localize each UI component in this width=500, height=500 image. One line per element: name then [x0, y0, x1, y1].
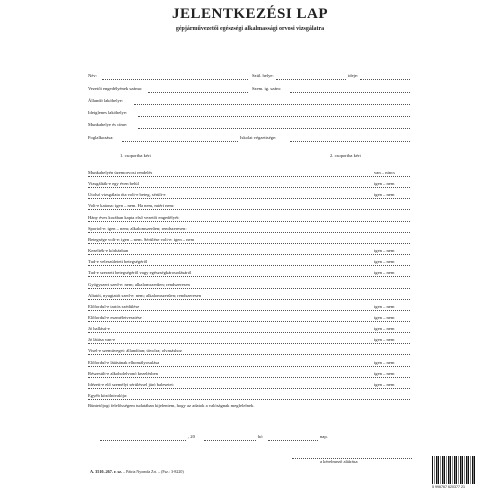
question-label: Előfordul-e látásának elhomályosulása: [88, 359, 160, 365]
question-answer-line[interactable]: [88, 399, 410, 400]
question-label: Hány éves korában kapta első vezetői engedélyét:: [88, 214, 180, 220]
question-answer-options[interactable]: igen – nem: [374, 381, 395, 387]
group2-option[interactable]: 2. csoportba kéri: [330, 153, 361, 158]
question-label: Kezelték-e kórházban: [88, 248, 129, 254]
question-answer-options[interactable]: igen – nem: [374, 326, 395, 332]
id-number-label: Szem. ig. szám:: [252, 86, 282, 91]
question-answer-line[interactable]: [88, 310, 410, 311]
signature-label: a kérelmező aláírása: [320, 459, 358, 464]
place-field[interactable]: [100, 440, 186, 441]
question-label: Visel-e szemüveget: állandóan; távolra; olvasáshoz: [88, 348, 182, 354]
question-answer-line[interactable]: [88, 254, 410, 255]
question-answer-line[interactable]: [88, 176, 410, 177]
question-answer-options[interactable]: igen – nem: [374, 370, 395, 376]
permanent-address-field[interactable]: [134, 104, 410, 105]
education-label: Iskolai végzettsége:: [240, 135, 277, 140]
barcode-number: 5 996767 620377 21: [432, 485, 465, 489]
question-label: Betegsége volt-e: igen – nem. Sérülése volt-e: igen – nem: [88, 236, 195, 242]
question-label: Egyéb közölnivalója:: [88, 393, 128, 398]
question-answer-line[interactable]: [88, 299, 410, 300]
question-label: Munkahelyén üzemorvosi rendelés: [88, 170, 153, 175]
question-answer-line[interactable]: [88, 332, 410, 333]
day-field[interactable]: [268, 440, 318, 441]
question-label: Tud-e veleszületett betegségéről: [88, 259, 148, 265]
page-subtitle: gépjárművezetői egészségi alkalmassági orvosi vizsgálatra: [175, 26, 325, 32]
question-answer-line[interactable]: [88, 187, 410, 188]
question-answer-line[interactable]: [88, 388, 410, 389]
question-answer-options[interactable]: igen – nem: [374, 359, 395, 365]
question-label: Volt-e katona: igen – nem. Ha nem, miért nem:: [88, 203, 175, 209]
temporary-address-label: Ideiglenes lakóhelye:: [88, 110, 128, 115]
question-answer-line[interactable]: [88, 243, 410, 244]
question-answer-options[interactable]: igen – nem: [374, 314, 395, 320]
question-answer-options[interactable]: igen – nem: [374, 303, 395, 309]
question-answer-line[interactable]: [88, 221, 410, 222]
print-footer: [90, 469, 184, 474]
question-answer-line[interactable]: [88, 343, 410, 344]
question-answer-options[interactable]: igen – nem: [374, 259, 395, 265]
question-label: Előfordul-e tartós szédülése: [88, 303, 140, 309]
question-answer-line[interactable]: [88, 265, 410, 266]
question-label: Jó hallású-e: [88, 326, 110, 332]
group1-option[interactable]: 1. csoportba kéri: [120, 153, 151, 158]
question-label: Részesült-e alkoholelvonó kezelésben: [88, 370, 158, 376]
name-label: Név:: [88, 73, 97, 78]
question-label: Tud-e szerzett betegségéről vagy egészségkárosodásáról: [88, 270, 192, 276]
year-label: , 20: [188, 434, 195, 439]
question-answer-options[interactable]: igen – nem: [374, 181, 395, 187]
birthplace-field[interactable]: [276, 79, 346, 80]
page-title: JELENTKEZÉSI LAP: [172, 6, 328, 22]
birthdate-field[interactable]: [360, 79, 410, 80]
question-answer-options[interactable]: van – nincs: [374, 170, 395, 175]
question-answer-line[interactable]: [88, 366, 410, 367]
declaration-text: Büntetőjogi felelősségem tudatában kijelentem, hogy az adatok a valóságnak megfelelnek.: [88, 403, 255, 408]
occupation-label: Foglalkozása:: [88, 135, 114, 140]
question-label: Sportol-e: igen – nem; alkalomszerűen; rendszeresen:: [88, 225, 187, 231]
workplace-field[interactable]: [138, 128, 410, 129]
day-label: nap.: [320, 434, 328, 439]
question-label: Idézett-e elő személyi sérüléssel járó balesetet:: [88, 381, 175, 387]
question-label: Gyógyszert szed-e: nem; alkalomszerűen; rendszeresen: [88, 281, 190, 287]
occupation-field[interactable]: [122, 141, 238, 142]
question-label: Altatót, nyugtatót szed-e: nem; alkalomszerűen; rendszeresen: [88, 292, 202, 298]
question-answer-line[interactable]: [88, 354, 410, 355]
workplace-label: Munkahelye és címe:: [88, 122, 128, 127]
question-answer-line[interactable]: [88, 288, 410, 289]
question-answer-line[interactable]: [88, 377, 410, 378]
name-field[interactable]: [102, 79, 248, 80]
question-answer-line[interactable]: [88, 198, 410, 199]
year-month-field[interactable]: [204, 440, 256, 441]
question-answer-options[interactable]: igen – nem: [374, 248, 395, 254]
question-answer-options[interactable]: igen – nem: [374, 337, 395, 343]
question-label: Előfordul-e eszméletvesztése: [88, 314, 142, 320]
question-answer-line[interactable]: [88, 276, 410, 277]
question-label: Vizsgálták-e egy éven belül: [88, 181, 139, 187]
barcode: [432, 456, 476, 490]
question-answer-options[interactable]: igen – nem: [374, 192, 395, 198]
form-code: A. 3510–267. r. sz.: [90, 469, 123, 474]
permanent-address-label: Állandó lakóhelye:: [88, 98, 124, 103]
license-number-label: Vezetői engedélyének száma:: [88, 86, 143, 91]
temporary-address-field[interactable]: [138, 116, 410, 117]
question-answer-line[interactable]: [88, 209, 410, 210]
question-label: Jó látása van-e: [88, 337, 116, 343]
barcode-bars: [432, 456, 476, 484]
birthdate-label: ideje:: [348, 73, 359, 78]
question-label: Utolsó vizsgálata óta volt-e beteg, sérült-e: [88, 192, 166, 198]
question-answer-line[interactable]: [88, 321, 410, 322]
publisher-info: – Pátria Nyomda Zrt. – (Fsz.: 3-8220): [123, 469, 184, 474]
month-label: hó: [258, 434, 263, 439]
education-field[interactable]: [290, 141, 410, 142]
question-answer-options[interactable]: igen – nem: [374, 270, 395, 276]
license-number-field[interactable]: [148, 92, 248, 93]
birthplace-label: Szül. helye:: [252, 73, 274, 78]
question-answer-line[interactable]: [88, 232, 410, 233]
id-number-field[interactable]: [290, 92, 410, 93]
